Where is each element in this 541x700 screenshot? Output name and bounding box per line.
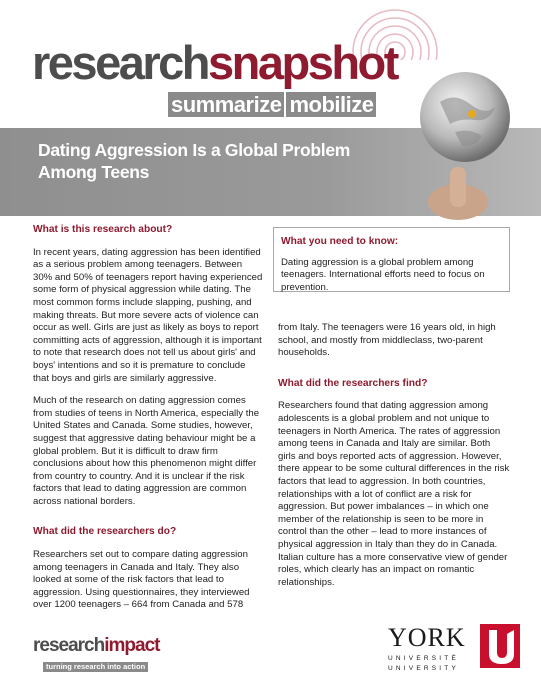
page-title: Dating Aggression Is a Global Problem Among Teens [38, 140, 351, 182]
globe-in-hand-icon [420, 62, 530, 222]
paragraph-background: Much of the research on dating aggression comes from studies of teens in North America, especially the United States and Canada. Some studies, however, suggest that aggressive dating behaviour might be a global problem. But it is difficult to draw firm conclusions about how this phenomenon might differ from country to country. And it is unclear if the risk factors that lead to dating aggression are common across national borders. [33, 395, 260, 507]
paragraph-intro: In recent years, dating aggression has been identified as a serious problem among teenagers. Between 30% and 50% of teenagers report having experienced some form of physical aggression while dating. The most common forms include slapping, pushing, and making threats. But more severe acts of violence can occur as well. Girls are just as likely as boys to report committing acts of aggression, although it is important to note that research does not tell us about girls' and boys' intentions and so it is premature to conclude that boys and girls are similarly aggressive. [33, 246, 263, 384]
brand-title [32, 38, 397, 88]
york-sub-universite: UNIVERSITÉ [388, 655, 460, 662]
section-heading-methods: What did the researchers do? [33, 526, 177, 538]
ri-word-impact: impact [104, 635, 160, 656]
paragraph-methods: Researchers set out to compare dating aggression among teenagers in Canada and Italy. They also looked at some of the risk factors that lead to aggression. Using questionnaires, they interviewed over 1200 teenagers – 664 from Canada and 578 [33, 549, 250, 611]
brand-word-research: research [32, 36, 208, 89]
callout-heading: What you need to know: [281, 236, 399, 247]
callout-box [273, 227, 510, 292]
callout-text: Dating aggression is a global problem among teenagers. International efforts need to focus on prevention. [281, 256, 485, 293]
brand-word-snapshot: snapshot [208, 36, 397, 89]
paragraph-findings: Researchers found that dating aggression among adolescents is a global problem and not unique to teenagers in North America. The rates of aggression among teens in Canada and Italy are similar. Both girls and boys reported acts of aggression. However, there appear to be some cultural differences in the risk factors that lead to aggression. In both countries, relationships with a lot of conflict are a risk for aggression. But power imbalances – in which one member of the relationship is seen to be more in control than the other – lead to more instances of physical aggression in Italy than they do in Canada. Italian culture has a more conservative view of gender roles, which clearly has an impact on romantic relationships. [278, 400, 510, 588]
tagline-mobilize: mobilize [286, 92, 376, 117]
tagline [168, 92, 376, 118]
research-impact-title [33, 636, 183, 656]
section-heading-findings: What did the researchers find? [278, 377, 428, 389]
paragraph-methods-cont: from Italy. The teenagers were 16 years old, in high school, and mostly from middleclass, two-parent households. [278, 322, 496, 359]
research-impact-subtitle: turning research into action [43, 662, 148, 672]
york-u-logo-icon [480, 624, 520, 668]
tagline-summarize: summarize [168, 92, 284, 117]
york-logo [388, 624, 518, 676]
left-column [33, 224, 263, 622]
york-wordmark: YORK [388, 623, 466, 652]
ri-word-research: research [33, 635, 105, 656]
section-heading-about: What is this research about? [33, 224, 173, 235]
right-column [278, 322, 510, 599]
research-impact-logo [33, 635, 183, 671]
york-sub-university: UNIVERSITY [388, 665, 460, 672]
